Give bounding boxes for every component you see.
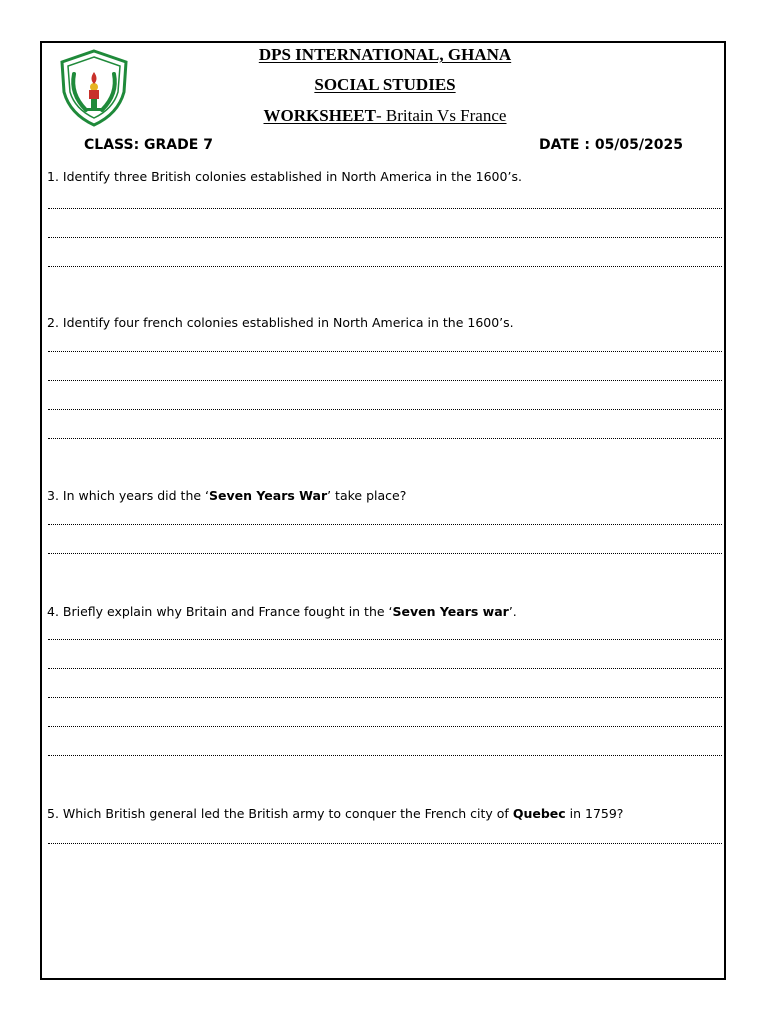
school-name: DPS INTERNATIONAL, GHANA <box>258 45 512 64</box>
question-3: 3. In which years did the ‘Seven Years War’ take place? <box>47 488 407 503</box>
answer-line[interactable] <box>48 266 722 267</box>
answer-line[interactable] <box>48 553 722 554</box>
question-1: 1. Identify three British colonies established in North America in the 1600’s. <box>47 169 522 184</box>
answer-line[interactable] <box>48 726 722 727</box>
question-4: 4. Briefly explain why Britain and France fought in the ‘Seven Years war’. <box>47 604 517 619</box>
worksheet-title: WORKSHEET- Britain Vs France <box>263 106 507 125</box>
date-label: DATE : 05/05/2025 <box>539 137 683 153</box>
worksheet-border <box>40 41 726 980</box>
answer-line[interactable] <box>48 755 722 756</box>
answer-line[interactable] <box>48 380 722 381</box>
answer-line[interactable] <box>48 697 722 698</box>
answer-line[interactable] <box>48 438 722 439</box>
answer-line[interactable] <box>48 668 722 669</box>
class-label: CLASS: GRADE 7 <box>84 137 213 153</box>
answer-line[interactable] <box>48 351 722 352</box>
subject-title: SOCIAL STUDIES <box>314 75 456 94</box>
question-5: 5. Which British general led the British army to conquer the French city of Quebec in 1759? <box>47 806 624 821</box>
question-2: 2. Identify four french colonies established in North America in the 1600’s. <box>47 315 514 330</box>
answer-line[interactable] <box>48 409 722 410</box>
answer-line[interactable] <box>48 843 722 844</box>
answer-line[interactable] <box>48 639 722 640</box>
answer-line[interactable] <box>48 208 722 209</box>
answer-line[interactable] <box>48 237 722 238</box>
answer-line[interactable] <box>48 524 722 525</box>
